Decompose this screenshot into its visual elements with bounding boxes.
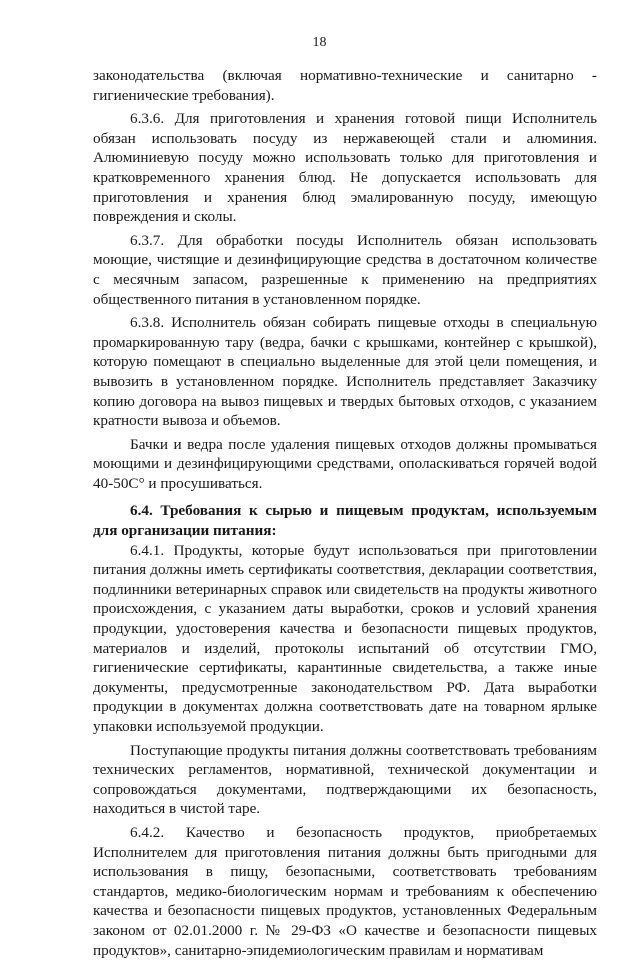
paragraph-6-4-1: 6.4.1. Продукты, которые будут использоваться при приготовлении питания должны иметь сертификаты соответствия, декларации соответствия, подлинники ветеринарных справок или свидетельств на продукты животного происхождения, с указанием даты выработки, сроков и условий хранения продукции, удостоверения качества и безопасности пищевых продуктов, материалов и изделий, протоколы испытаний об отсутствии ГМО, гигиенические сертификаты, карантинные свидетельства, а также иные документы, предусмотренные законодательством РФ. Дата выработки продукции в документах должна соответствовать дате на товарном ярлыке упаковки используемой продукции. — [93, 541, 597, 735]
document-body — [93, 66, 597, 964]
paragraph-6-3-7: 6.3.7. Для обработки посуды Исполнитель обязан использовать моющие, чистящие и дезинфицирующие средства в достаточном количестве с месячным запасом, разрешенные к применению на предприятиях общественного питания в установленном порядке. — [93, 231, 597, 308]
page-number: 18 — [312, 35, 327, 50]
paragraph-6-4-2: 6.4.2. Качество и безопасность продуктов, приобретаемых Исполнителем для приготовления питания должны быть пригодными для использования в пищу, безопасными, соответствовать требованиям стандартов, медико-биологическим нормам и требованиям к обеспечению качества и безопасности пищевых продуктов, установленных Федеральным законом от 02.01.2000 г. № 29-ФЗ «О качестве и безопасности пищевых продуктов», санитарно-эпидемиологическим правилам и нормативам — [93, 823, 597, 959]
paragraph-6-3-8: 6.3.8. Исполнитель обязан собирать пищевые отходы в специальную промаркированную тару (ведра, бачки с крышками, контейнер с крышкой), которую помещают в специально выделенные для этой цели помещения, и вывозить в установленном порядке. Исполнитель представляет Заказчику копию договора на вывоз пищевых и твердых бытовых отходов, с указанием кратности вывоза и объемов. — [93, 314, 597, 430]
paragraph-legislation-continuation: законодательства (включая нормативно-технические и санитарно - гигиенические требования). — [93, 67, 597, 104]
section-heading-6-4: 6.4. Требования к сырью и пищевым продуктам, используемым для организации питания: — [93, 502, 597, 540]
paragraph-6-3-6: 6.3.6. Для приготовления и хранения готовой пищи Исполнитель обязан использовать посуду из нержавеющей стали и алюминия. Алюминиевую посуду можно использовать только для приготовления и кратковременного хранения блюд. Не допускается использовать для приготовления и хранения блюд эмалированную посуду, имеющую повреждения и сколы. — [93, 110, 597, 226]
paragraph-incoming-products: Поступающие продукты питания должны соответствовать требованиям технических регламентов, нормативной, технической документации и сопровождаться документами, подтверждающими их безопасность, находиться в чистой таре. — [93, 741, 597, 818]
paragraph-bins-washing: Бачки и ведра после удаления пищевых отходов должны промываться моющими и дезинфицирующими средствами, ополаскиваться горячей водой 40-50С° и просушиваться. — [93, 435, 597, 492]
